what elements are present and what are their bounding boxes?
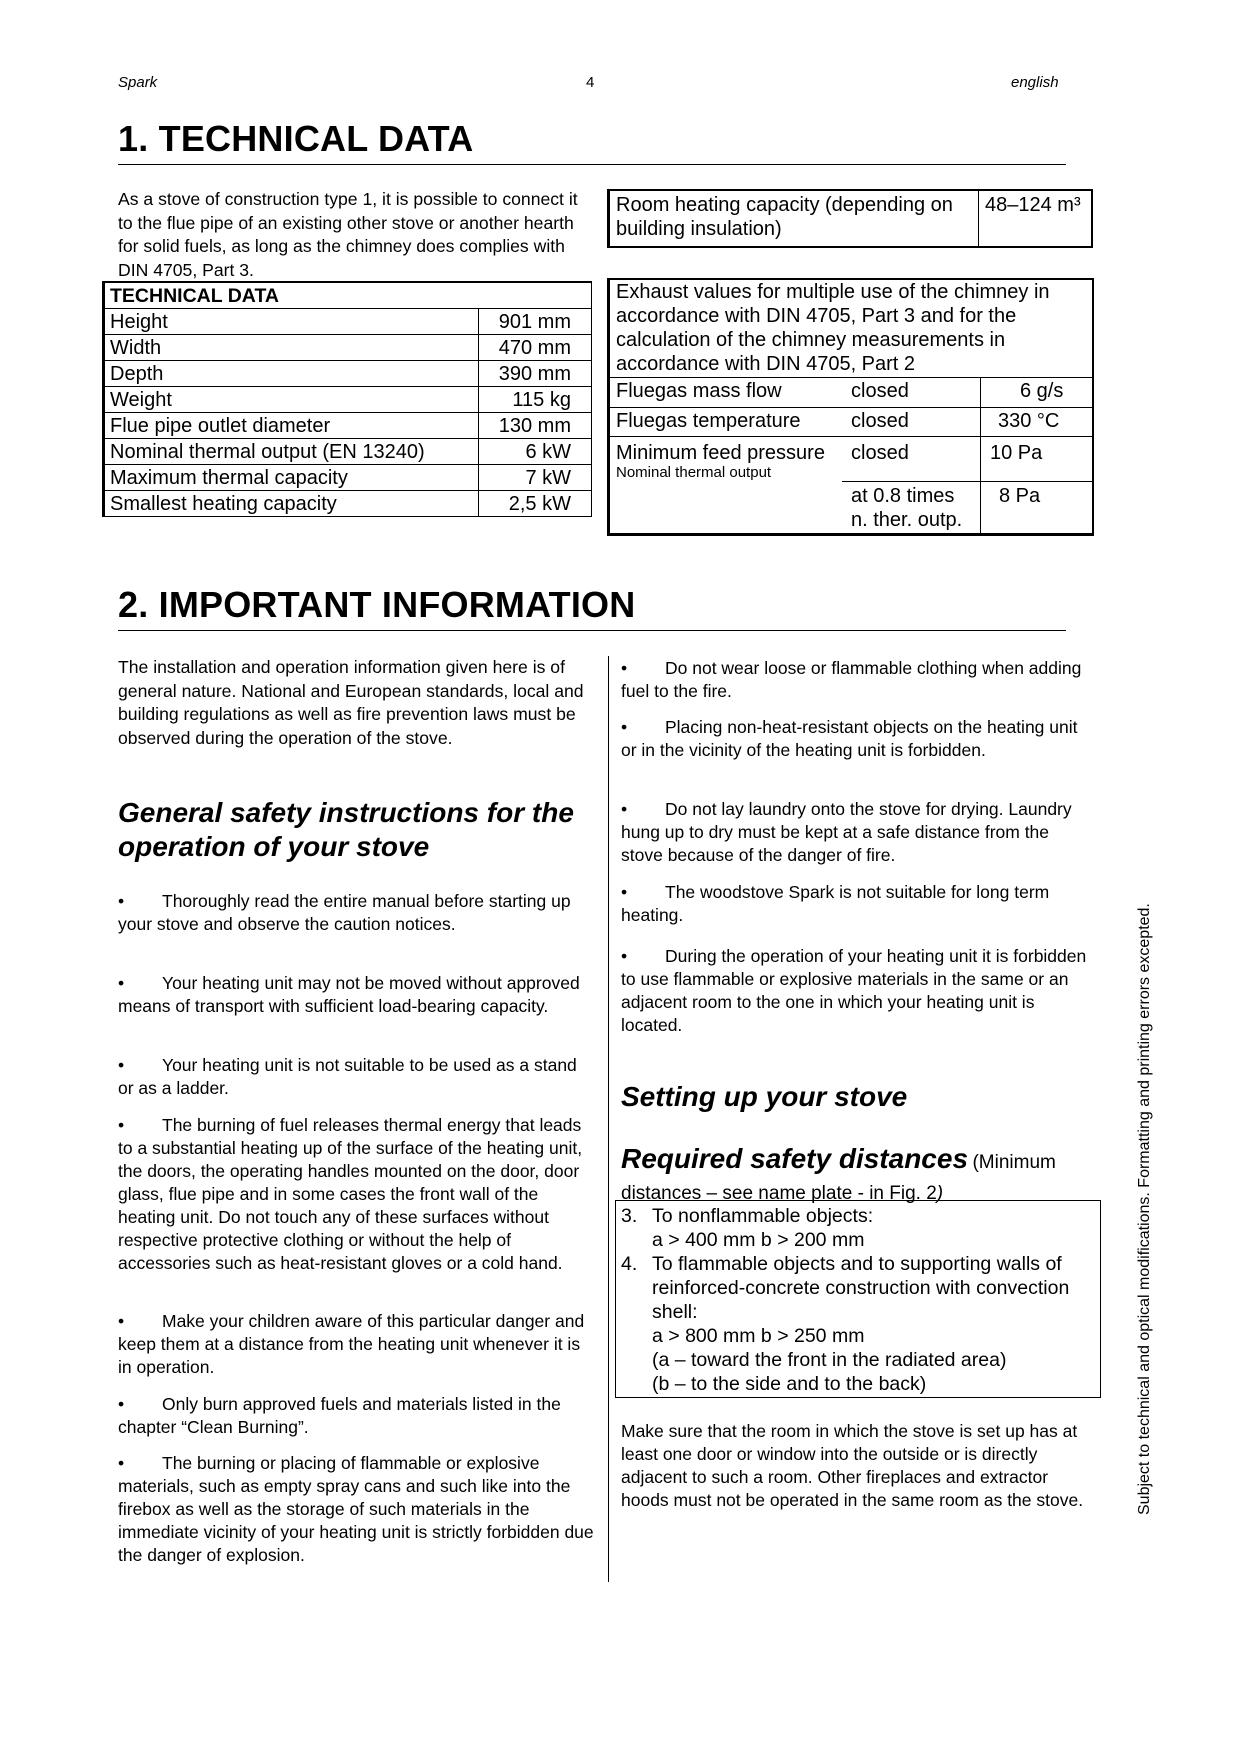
column-divider	[608, 656, 609, 1582]
list-item-text: The burning or placing of flammable or explosive materials, such as empty spray cans and such like into the firebox as well as the storage of such materials in the immediate vicinity of your heating unit is strictly forbidden due the danger of explosion.	[118, 1453, 594, 1565]
bullet-icon: •	[118, 1311, 125, 1331]
list-item-text: Do not lay laundry onto the stove for drying. Laundry hung up to dry must be kept at a safe distance from the stove because of the danger of fire.	[621, 799, 1072, 865]
bullet-icon: •	[621, 717, 628, 737]
row-label: Height	[104, 309, 479, 335]
list-item-text: The woodstove Spark is not suitable for long term heating.	[621, 882, 1050, 925]
item4-text: To flammable objects and to supporting walls of reinforced-concrete construction with convection shell:	[652, 1253, 1070, 1323]
table-row	[104, 335, 592, 361]
row-label: Weight	[104, 387, 479, 413]
room-heating-table	[607, 189, 1093, 248]
list-item-text: Your heating unit is not suitable to be used as a stand or as a ladder.	[118, 1055, 577, 1098]
list-item	[621, 657, 1091, 703]
exhaust-values-table	[607, 278, 1094, 536]
row-label: Width	[104, 335, 479, 361]
table-row	[104, 309, 592, 335]
row-value: 6 kW	[479, 439, 592, 465]
list-item	[118, 1054, 596, 1100]
list-item	[118, 1310, 596, 1379]
technical-data-table-title: TECHNICAL DATA	[104, 282, 592, 309]
row-label: Smallest heating capacity	[104, 491, 479, 517]
bullet-icon: •	[118, 1055, 125, 1075]
section2-title: 2. IMPORTANT INFORMATION	[118, 584, 636, 625]
table-row-state: closed	[851, 380, 909, 402]
list-item-text: Your heating unit may not be moved without approved means of transport with sufficient load-bearing capacity.	[118, 973, 580, 1016]
section1-rule	[118, 164, 1066, 165]
exhaust-col-line	[980, 377, 981, 535]
table-row-state: at 0.8 times n. ther. outp.	[851, 485, 963, 531]
row-value: 7 kW	[479, 465, 592, 491]
table-row	[104, 361, 592, 387]
list-item	[621, 881, 1091, 927]
row-value: 390 mm	[479, 361, 592, 387]
list-item-text: Only burn approved fuels and materials listed in the chapter “Clean Burning”.	[118, 1394, 561, 1437]
list-item-text: Make your children aware of this particular danger and keep them at a distance from the heating unit whenever it is in operation.	[118, 1311, 585, 1377]
exhaust-title: Exhaust values for multiple use of the chimney in accordance with DIN 4705, Part 3 and for the calculation of the chimney measurements in accordance with DIN 4705, Part 2	[616, 281, 1050, 375]
row-value: 130 mm	[479, 413, 592, 439]
room-note: Make sure that the room in which the stove is set up has at least one door or window into the outside or is directly adjacent to such a room. Other fireplaces and extractor hoods must not be operated in the same room as the stove.	[621, 1421, 1084, 1510]
note-b: (b – to the side and to the back)	[652, 1373, 927, 1395]
setup-heading: Setting up your stove	[621, 1081, 908, 1112]
item3-number: 3.	[621, 1205, 638, 1227]
section2-rule	[118, 630, 1066, 631]
table-row-state: closed	[851, 442, 909, 464]
list-item	[621, 716, 1091, 762]
list-item	[621, 945, 1091, 1037]
table-row-value: 10 Pa	[990, 442, 1043, 464]
bullet-icon: •	[118, 891, 125, 911]
row-value: 115 kg	[479, 387, 592, 413]
technical-data-table	[102, 281, 592, 517]
list-item	[118, 1114, 596, 1275]
side-note: Subject to technical and optical modifications. Formatting and printing errors excepted.	[1136, 903, 1153, 1515]
bullet-icon: •	[118, 1394, 125, 1414]
table-row	[104, 387, 592, 413]
exhaust-row-line	[610, 377, 1092, 378]
bullet-icon: •	[621, 882, 628, 902]
bullet-icon: •	[118, 1453, 125, 1473]
row-value: 901 mm	[479, 309, 592, 335]
row-value: 2,5 kW	[479, 491, 592, 517]
table-row	[104, 465, 592, 491]
list-item-text: During the operation of your heating unit it is forbidden to use flammable or explosive materials in the same or an adjacent room to the one in which your heating unit is located.	[621, 946, 1087, 1035]
bullet-icon: •	[118, 1115, 125, 1135]
bullet-icon: •	[621, 946, 628, 966]
list-item	[621, 798, 1091, 867]
bullet-icon: •	[621, 658, 628, 678]
distances-heading: Required safety distances	[621, 1143, 969, 1174]
list-item-text: Thoroughly read the entire manual before starting up your stove and observe the caution notices.	[118, 891, 571, 934]
section1-intro: As a stove of construction type 1, it is possible to connect it to the flue pipe of an existing other stove or another hearth for solid fuels, as long as the chimney does complies with DIN 4705, Part 3.	[118, 189, 578, 280]
table-row	[104, 491, 592, 517]
room-heating-divider	[978, 189, 979, 248]
list-item	[118, 972, 596, 1018]
table-row-sublabel: Nominal thermal output	[616, 464, 772, 481]
header-language: english	[1011, 74, 1059, 91]
list-item	[118, 890, 596, 936]
safety-distances-box	[615, 1200, 1101, 1398]
distances-note: (Minimum distances – see name plate - in Fig. 2	[621, 1152, 1056, 1204]
table-row-label: Minimum feed pressure	[616, 442, 825, 464]
list-item-text: Placing non-heat-resistant objects on the heating unit or in the vicinity of the heating unit is forbidden.	[621, 717, 1078, 760]
list-item	[118, 1452, 596, 1567]
table-row-state: closed	[851, 410, 909, 432]
exhaust-row-line	[610, 436, 1092, 437]
room-heating-label: Room heating capacity (depending on building insulation)	[616, 194, 953, 240]
table-row	[104, 439, 592, 465]
table-row-value: 6 g/s	[1020, 380, 1064, 402]
row-value: 470 mm	[479, 335, 592, 361]
item3-text: To nonflammable objects:	[652, 1205, 874, 1227]
row-label: Flue pipe outlet diameter	[104, 413, 479, 439]
table-row	[104, 413, 592, 439]
exhaust-row-line	[610, 407, 1092, 408]
row-label: Nominal thermal output (EN 13240)	[104, 439, 479, 465]
table-row-value: 8 Pa	[999, 485, 1041, 507]
distances-note-close: )	[936, 1183, 944, 1204]
exhaust-row-line	[842, 481, 1092, 482]
table-row-label: Fluegas mass flow	[616, 380, 782, 402]
list-item-text: Do not wear loose or flammable clothing when adding fuel to the fire.	[621, 658, 1082, 701]
table-row-value: 330 °C	[998, 410, 1060, 432]
row-label: Depth	[104, 361, 479, 387]
safety-heading: General safety instructions for the operation of your stove	[118, 797, 574, 862]
list-item-text: The burning of fuel releases thermal energy that leads to a substantial heating up of the surface of the heating unit, the doors, the operating handles mounted on the door, door glass, flue pipe and in some cases the front wall of the heating unit. Do not touch any of these surfaces without respective protective clothing or without the help of accessories such as heat-resistant gloves or a cold hand.	[118, 1115, 583, 1273]
page-number: 4	[586, 74, 595, 91]
bullet-icon: •	[621, 799, 628, 819]
item4-values: a > 800 mm b > 250 mm	[652, 1325, 865, 1347]
section1-title: 1. TECHNICAL DATA	[118, 118, 474, 159]
row-label: Maximum thermal capacity	[104, 465, 479, 491]
header-doc-name: Spark	[118, 74, 158, 91]
section2-intro: The installation and operation information given here is of general nature. National and European standards, local and building regulations as well as fire prevention laws must be observed during the operation of the stove.	[118, 657, 584, 748]
list-item	[118, 1393, 596, 1439]
room-heating-value: 48–124 m³	[985, 194, 1081, 216]
table-row-label: Fluegas temperature	[616, 410, 801, 432]
item4-number: 4.	[621, 1253, 638, 1275]
note-a: (a – toward the front in the radiated area)	[652, 1349, 1007, 1371]
item3-values: a > 400 mm b > 200 mm	[652, 1229, 865, 1251]
bullet-icon: •	[118, 973, 125, 993]
